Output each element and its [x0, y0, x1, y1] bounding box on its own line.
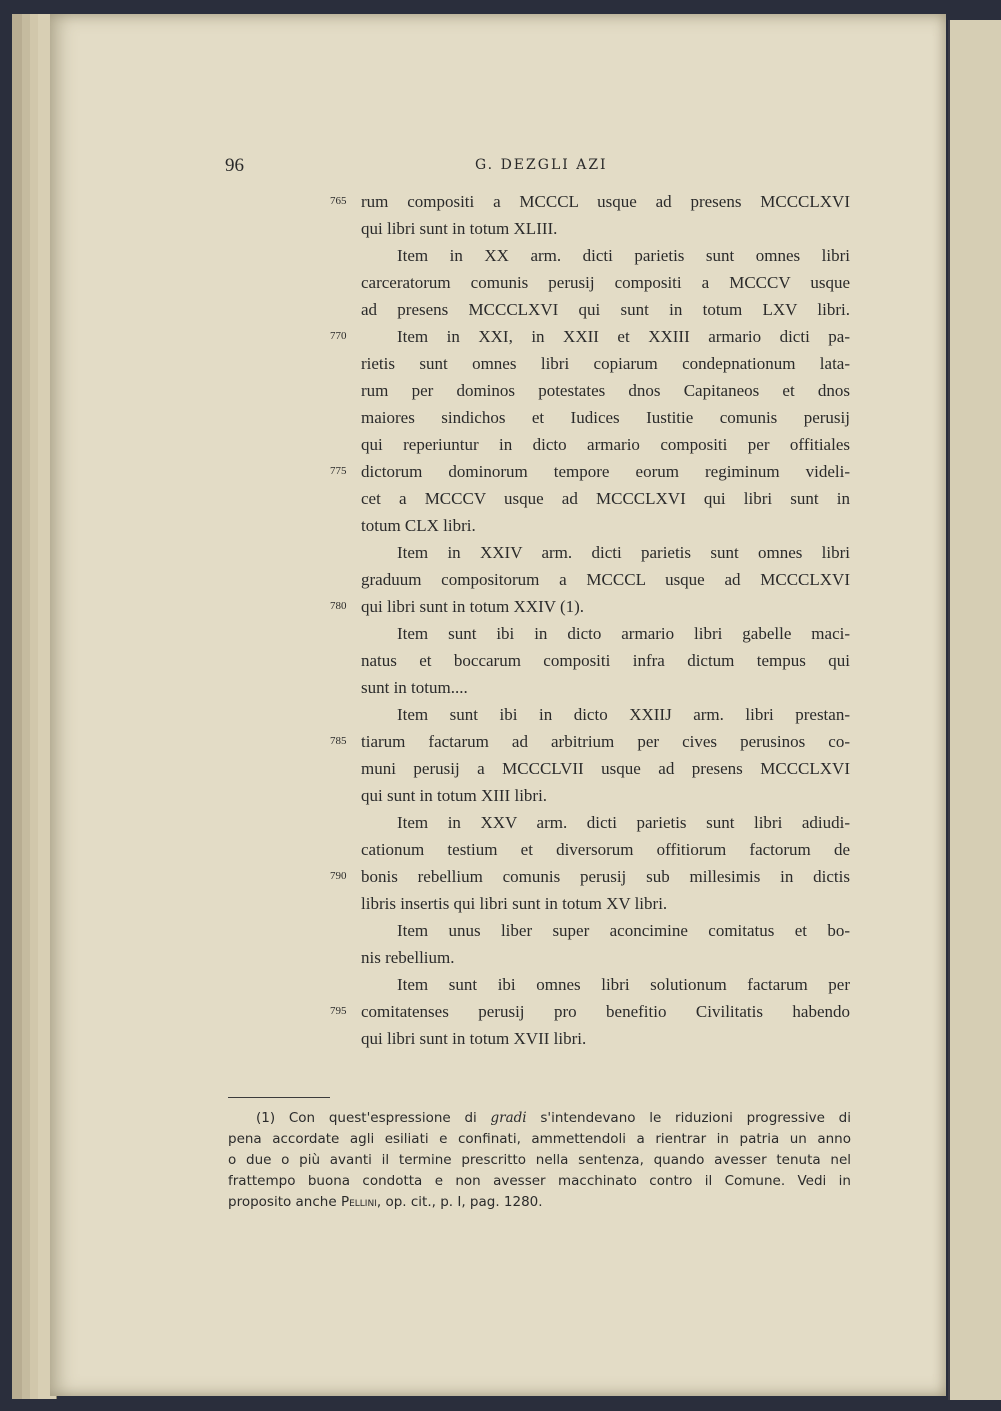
italic-term: gradi [490, 1110, 527, 1126]
text-line: graduum compositorum a MCCCL usque ad MCCCLXVI [361, 570, 850, 589]
text-line: Item unus liber super aconcimine comitatus et bo- [397, 921, 850, 940]
footnote-separator [228, 1097, 330, 1098]
text-line: qui libri sunt in totum XVII libri. [361, 1029, 587, 1048]
line-number: 775 [330, 465, 347, 477]
line-number: 770 [330, 330, 347, 342]
text-line: carceratorum comunis perusij compositi a MCCCV usque [361, 273, 850, 292]
footnote-line: pena accordate agli esiliati e confinati, ammettendoli a rientrar in patria un anno [228, 1131, 851, 1147]
text-line: Item sunt ibi omnes libri solutionum factarum per [397, 975, 850, 994]
line-number: 795 [330, 1005, 347, 1017]
text-line: Item sunt ibi in dicto XXIIJ arm. libri prestan- [397, 705, 850, 724]
page-number: 96 [225, 155, 244, 176]
facing-page-edge [948, 20, 1001, 1400]
text-line: dictorum dominorum tempore eorum regiminum videli- [361, 462, 850, 481]
text-line: libris insertis qui libri sunt in totum XV libri. [361, 894, 668, 913]
text-line: sunt in totum.... [361, 678, 468, 697]
text-line: nis rebellium. [361, 948, 455, 967]
text-line: qui libri sunt in totum XXIV (1). [361, 597, 585, 616]
footnote-line: (1) Con quest'espressione di gradi s'intendevano le riduzioni progressive di [256, 1110, 851, 1126]
text-line: cationum testium et diversorum offitiorum factorum de [361, 840, 850, 859]
text-line: Item in XXI, in XXII et XXIII armario dicti pa- [397, 327, 850, 346]
text-line: rum compositi a MCCCL usque ad presens MCCCLXVI [361, 192, 850, 211]
text-line: ad presens MCCCLXVI qui sunt in totum LXV libri. [361, 300, 850, 319]
page-header [50, 155, 946, 179]
footnote-line: proposito anche Pellini, op. cit., p. I, pag. 1280. [228, 1194, 543, 1210]
text-line: natus et boccarum compositi infra dictum tempus qui [361, 651, 850, 670]
text-line: totum CLX libri. [361, 516, 476, 535]
line-number: 780 [330, 600, 347, 612]
running-head: G. DEZGLI AZI [475, 157, 608, 173]
text-line: qui libri sunt in totum XLIII. [361, 219, 558, 238]
line-number: 785 [330, 735, 347, 747]
text-line: cet a MCCCV usque ad MCCCLXVI qui libri sunt in [361, 489, 850, 508]
text-line: comitatenses perusij pro benefitio Civilitatis habendo [361, 1002, 850, 1021]
footnote-line: frattempo buona condotta e non avesser macchinato contro il Comune. Vedi in [228, 1173, 851, 1189]
text-line: maiores sindichos et Iudices Iustitie comunis perusij [361, 408, 850, 427]
text-line: rum per dominos potestates dnos Capitaneos et dnos [361, 381, 850, 400]
text-line: Item in XXV arm. dicti parietis sunt libri adiudi- [397, 813, 850, 832]
text-line: muni perusij a MCCCLVII usque ad presens MCCCLXVI [361, 759, 850, 778]
text-line: bonis rebellium comunis perusij sub millesimis in dictis [361, 867, 850, 886]
line-number: 765 [330, 195, 347, 207]
text-line: qui reperiuntur in dicto armario compositi per offitiales [361, 435, 850, 454]
text-line: rietis sunt omnes libri copiarum condepnationum lata- [361, 354, 850, 373]
author-name: Pellini [340, 1194, 377, 1210]
book-page [50, 14, 946, 1396]
text-line: qui sunt in totum XIII libri. [361, 786, 548, 805]
line-number: 790 [330, 870, 347, 882]
text-line: Item sunt ibi in dicto armario libri gabelle maci- [397, 624, 850, 643]
text-line: tiarum factarum ad arbitrium per cives perusinos co- [361, 732, 850, 751]
text-line: Item in XX arm. dicti parietis sunt omnes libri [397, 246, 850, 265]
footnote-line: o due o più avanti il termine prescritto nella sentenza, quando avesser tenuta nel [228, 1152, 851, 1168]
text-line: Item in XXIV arm. dicti parietis sunt omnes libri [397, 543, 850, 562]
